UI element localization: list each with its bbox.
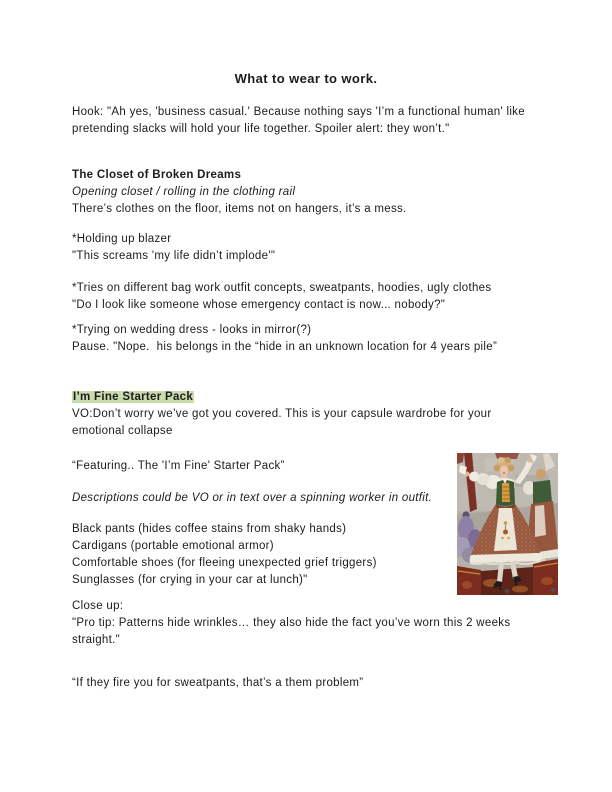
- list-item: Sunglasses (for crying in your car at lunch)": [72, 574, 308, 586]
- paragraph-tries-on-outfits: [72, 280, 552, 314]
- text-line: *Holding up blazer: [72, 233, 172, 245]
- paragraph-close-up: [72, 598, 552, 649]
- text-line: VO:Don’t worry we’ve got you covered. This is your capsule wardrobe for your: [72, 408, 492, 420]
- highlighted-text: I’m Fine Starter Pack: [73, 391, 194, 403]
- text-line: *Trying on wedding dress - looks in mirror(?): [72, 324, 312, 336]
- text-line: pretending slacks will hold your life together. Spoiler alert: they won’t.": [72, 123, 450, 135]
- document-title-block: [0, 70, 612, 87]
- section-heading: The Closet of Broken Dreams: [72, 169, 242, 181]
- text-line: Pause. "Nope. his belongs in the “hide in an unknown location for 4 years pile”: [72, 341, 498, 353]
- text-line: Hook: "Ah yes, 'business casual.' Because nothing says 'I’m a functional human' like: [72, 106, 525, 118]
- folk-dancer-illustration: [457, 453, 558, 595]
- text-line: “If they fire you for sweatpants, that’s a them problem”: [72, 677, 364, 689]
- list-item: Cardigans (portable emotional armor): [72, 540, 274, 552]
- paragraph-closet-of-broken-dreams: [72, 167, 552, 218]
- text-line: There’s clothes on the floor, items not on hangers, it’s a mess.: [72, 203, 407, 215]
- text-line: "This screams 'my life didn’t implode'": [72, 250, 276, 262]
- stage-direction: Opening closet / rolling in the clothing rail: [72, 186, 296, 198]
- paragraph-holding-up-blazer: [72, 231, 552, 265]
- list-item: Comfortable shoes (for fleeing unexpected grief triggers): [72, 557, 377, 569]
- text-line: Close up:: [72, 600, 124, 612]
- text-line: straight.": [72, 634, 120, 646]
- page-title: What to wear to work.: [234, 71, 378, 86]
- paragraph-hook: [72, 104, 552, 138]
- list-item: Black pants (hides coffee stains from shaky hands): [72, 523, 347, 535]
- text-line: *Tries on different bag work outfit concepts, sweatpants, hoodies, ugly clothes: [72, 282, 492, 294]
- stage-direction: Descriptions could be VO or in text over a spinning worker in outfit.: [72, 492, 433, 504]
- text-line: "Pro tip: Patterns hide wrinkles… they also hide the fact you’ve worn this 2 weeks: [72, 617, 511, 629]
- text-line: “Featuring.. The 'I’m Fine' Starter Pack”: [72, 460, 285, 472]
- paragraph-im-fine-starter-pack: [72, 389, 552, 440]
- text-line: "Do I look like someone whose emergency contact is now... nobody?": [72, 299, 446, 311]
- folk-dance-painting: [457, 453, 558, 595]
- paragraph-closing-line: [72, 675, 552, 692]
- text-line: emotional collapse: [72, 425, 173, 437]
- section-heading-highlighted: [72, 389, 552, 406]
- paragraph-wedding-dress: [72, 322, 552, 356]
